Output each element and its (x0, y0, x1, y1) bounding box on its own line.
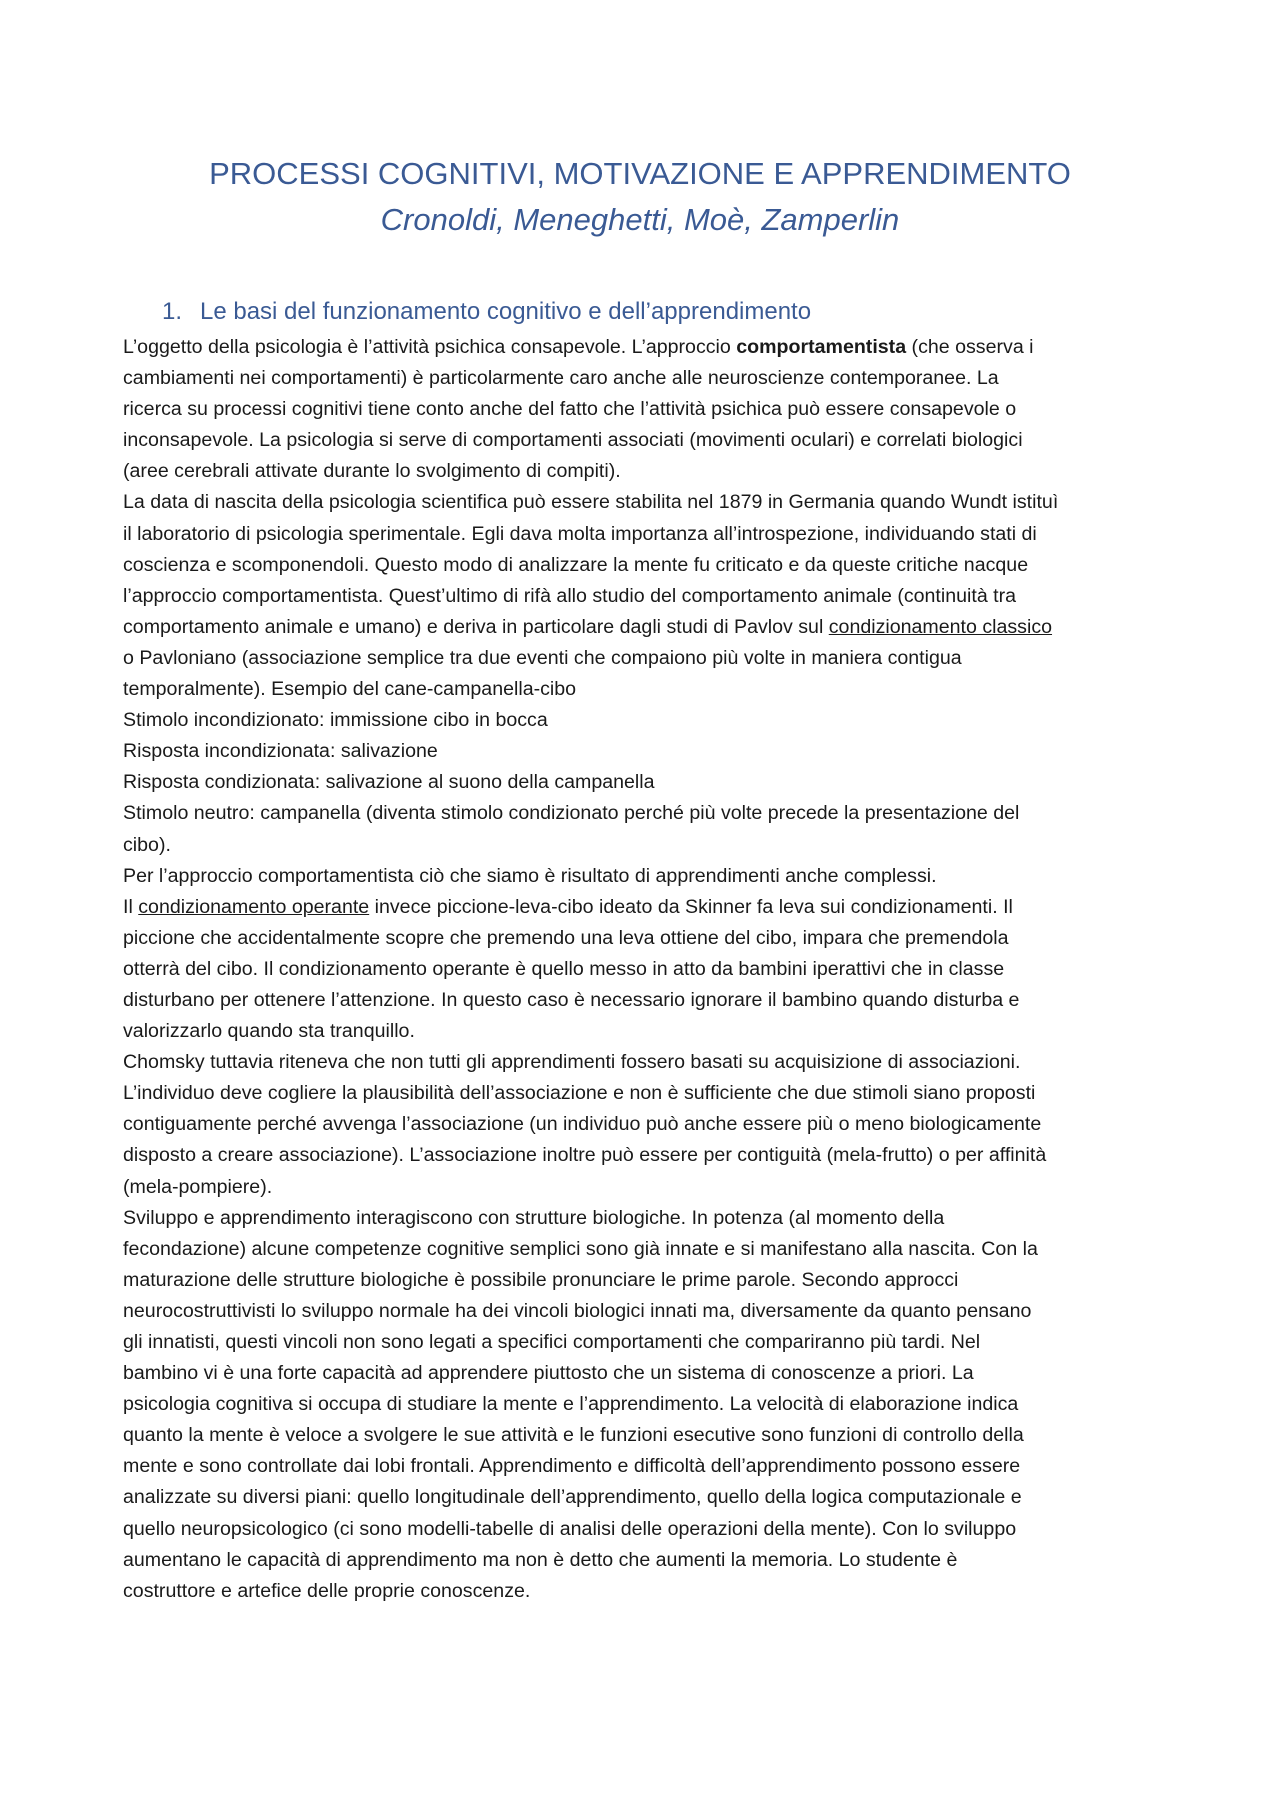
section-number: 1. (162, 298, 183, 325)
text-line: La data di nascita della psicologia scientifica può essere stabilita nel 1879 in Germania quando Wundt istituì (123, 491, 1059, 514)
text-line: fecondazione) alcune competenze cognitive semplici sono già innate e si manifestano alla nascita. Con la (123, 1237, 1038, 1260)
body-text (123, 332, 1183, 1607)
text-line: otterrà del cibo. Il condizionamento operante è quello messo in atto da bambini iperattivi che in classe (123, 957, 1005, 980)
text-segment: (che osserva i (906, 336, 1034, 358)
text-line: Chomsky tuttavia riteneva che non tutti gli apprendimenti fossero basati su acquisizione di associazioni. (123, 1051, 1021, 1074)
text-line: gli innatisti, questi vincoli non sono legati a specifici comportamenti che compariranno più tardi. Nel (123, 1331, 981, 1353)
text-line: aumentano le capacità di apprendimento ma non è detto che aumenti la memoria. Lo studente è (123, 1548, 958, 1571)
text-line: mente e sono controllate dai lobi frontali. Apprendimento e difficoltà dell’apprendimento possono essere (123, 1455, 1021, 1478)
document-title: PROCESSI COGNITIVI, MOTIVAZIONE E APPRENDIMENTO (209, 156, 1071, 191)
text-line: coscienza e scomponendoli. Questo modo di analizzare la mente fu criticato e da queste critiche nacque (123, 553, 1029, 576)
text-segment: invece piccione-leva-cibo ideato da Skinner fa leva sui condizionamenti. Il (369, 895, 1013, 918)
text-line: Stimolo neutro: campanella (diventa stimolo condizionato perché più volte precede la presentazione del (123, 802, 1020, 825)
text-segment: L’oggetto della psicologia è l’attività psichica consapevole. L’approccio (123, 336, 737, 358)
text-line: Sviluppo e apprendimento interagiscono con strutture biologiche. In potenza (al momento della (123, 1206, 945, 1229)
text-line: ricerca su processi cognitivi tiene conto anche del fatto che l’attività psichica può essere consapevole o (123, 398, 1017, 421)
text-line: bambino vi è una forte capacità ad apprendere piuttosto che un sistema di conoscenze a priori. La (123, 1362, 974, 1385)
text-line: quanto la mente è veloce a svolgere le sue attività e le funzioni esecutive sono funzioni di controllo della (123, 1424, 1024, 1447)
section-heading (162, 296, 811, 328)
text-line: cibo). (123, 833, 171, 856)
text-line: disturbano per ottenere l’attenzione. In questo caso è necessario ignorare il bambino quando disturba e (123, 988, 1020, 1011)
text-line (123, 332, 1183, 363)
text-line (123, 892, 1183, 923)
text-line: (mela-pompiere). (123, 1175, 273, 1198)
text-line: disposto a creare associazione). L’associazione inoltre può essere per contiguità (mela-frutto) o per affinità (123, 1144, 1047, 1167)
text-line: (aree cerebrali attivate durante lo svolgimento di compiti). (123, 460, 621, 483)
text-line: inconsapevole. La psicologia si serve di comportamenti associati (movimenti oculari) e correlati biologici (123, 429, 1023, 452)
text-line: analizzate su diversi piani: quello longitudinale dell’apprendimento, quello della logica computazionale e (123, 1486, 1022, 1509)
text-line: Risposta condizionata: salivazione al suono della campanella (123, 771, 655, 794)
text-line: Stimolo incondizionato: immissione cibo in bocca (123, 709, 548, 732)
text-line: o Pavloniano (associazione semplice tra due eventi che compaiono più volte in maniera contigua (123, 646, 962, 669)
text-line: Risposta incondizionata: salivazione (123, 740, 438, 763)
text-segment: comportamento animale e umano) e deriva in particolare dagli studi di Pavlov sul (123, 615, 829, 638)
text-line: il laboratorio di psicologia sperimentale. Egli dava molta importanza all’introspezione, individuando stati di (123, 522, 1037, 545)
text-line: Per l’approccio comportamentista ciò che siamo è risultato di apprendimenti anche complessi. (123, 864, 937, 887)
underlined-term-condizionamento-operante: condizionamento operante (138, 895, 370, 918)
text-line: contiguamente perché avvenga l’associazione (un individuo può anche essere più o meno biologicamente (123, 1113, 1042, 1136)
text-line: valorizzarlo quando sta tranquillo. (123, 1020, 415, 1043)
text-line: piccione che accidentalmente scopre che premendo una leva ottiene del cibo, impara che premendola (123, 926, 1009, 949)
underlined-term-condizionamento-classico: condizionamento classico (828, 615, 1053, 638)
text-line: neurocostruttivisti lo sviluppo normale ha dei vincoli biologici innati ma, diversamente da quanto pensano (123, 1299, 1032, 1322)
text-line: psicologia cognitiva si occupa di studiare la mente e l’apprendimento. La velocità di elaborazione indica (123, 1393, 1019, 1416)
bold-term-comportamentista: comportamentista (736, 336, 907, 358)
text-line: l’approccio comportamentista. Quest’ultimo di rifà allo studio del comportamento animale (continuità tra (123, 584, 1017, 607)
document-authors: Cronoldi, Meneghetti, Moè, Zamperlin (380, 202, 900, 237)
text-line: maturazione delle strutture biologiche è possibile pronunciare le prime parole. Secondo approcci (123, 1268, 959, 1291)
text-line (123, 612, 1183, 643)
text-line: quello neuropsicologico (ci sono modelli-tabelle di analisi delle operazioni della mente). Con lo sviluppo (123, 1517, 1017, 1540)
text-line: costruttore e artefice delle proprie conoscenze. (123, 1579, 531, 1602)
text-line: L’individuo deve cogliere la plausibilità dell’associazione e non è sufficiente che due stimoli siano proposti (123, 1082, 1036, 1105)
section-title: Le basi del funzionamento cognitivo e dell’apprendimento (200, 298, 812, 325)
text-line: temporalmente). Esempio del cane-campanella-cibo (123, 678, 577, 701)
text-line: cambiamenti nei comportamenti) è particolarmente caro anche alle neuroscienze contemporanee. La (123, 367, 999, 390)
text-segment: Il (123, 895, 139, 918)
